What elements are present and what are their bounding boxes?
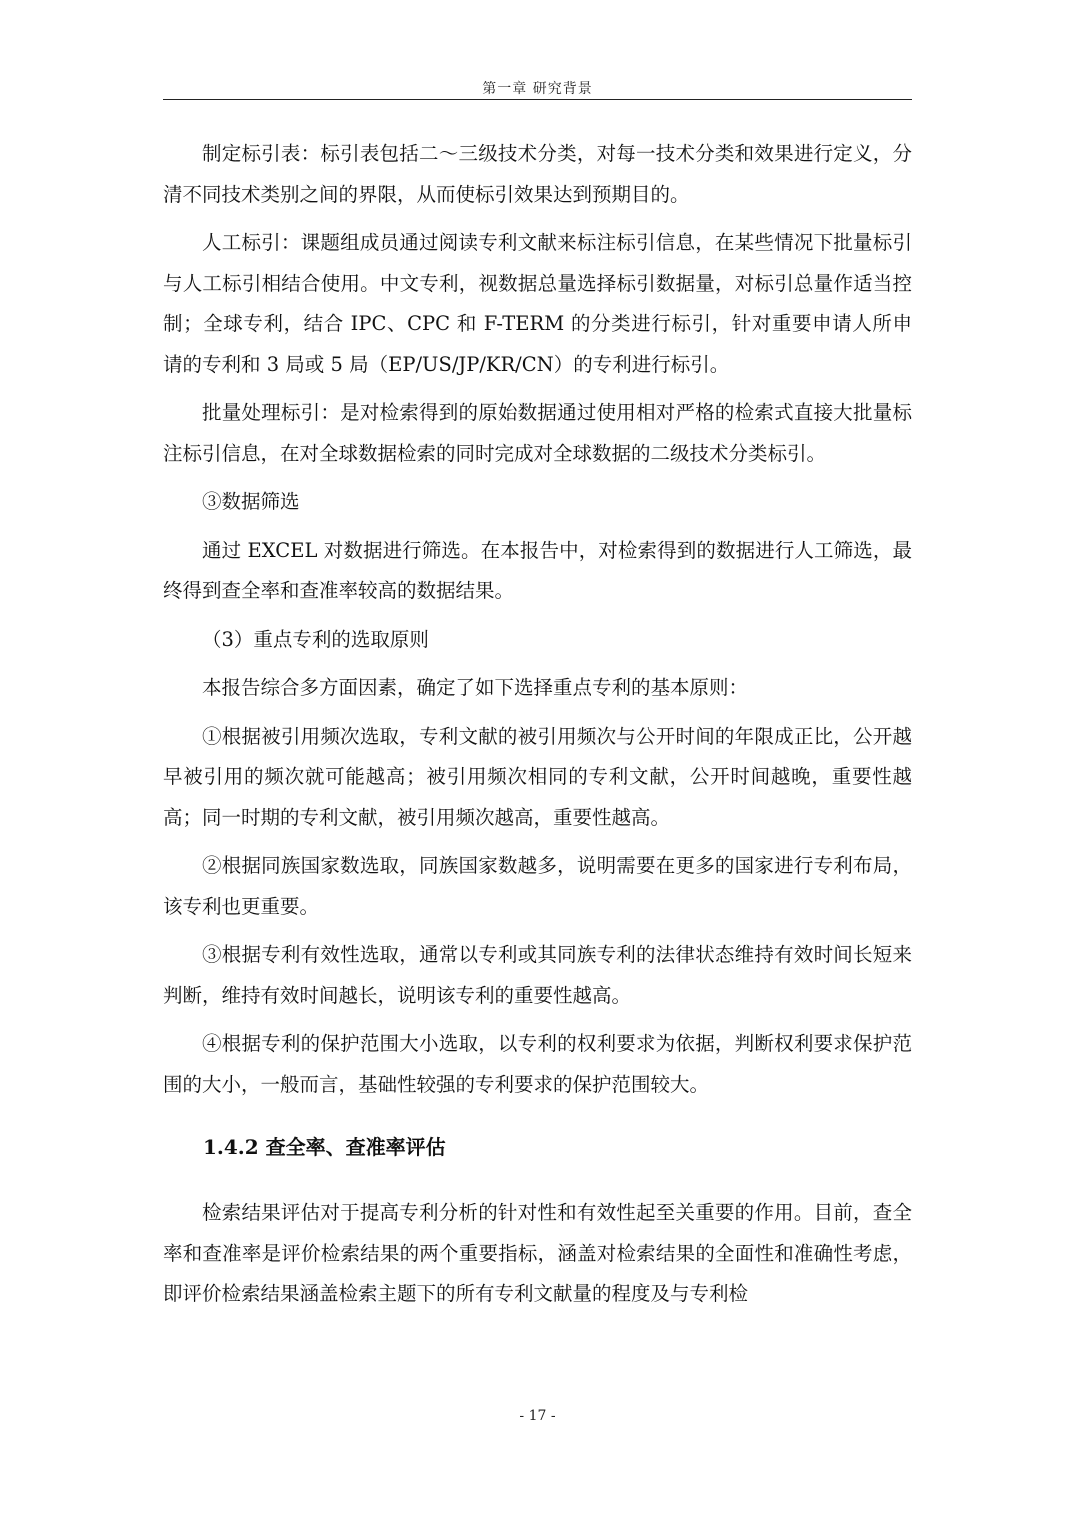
subheading-key-patent-principles: （3）重点专利的选取原则 [202, 627, 429, 651]
paragraph-batch-indexing: 批量处理标引：是对检索得到的原始数据通过使用相对严格的检索式直接大批量标注标引信息，在对全球数据检索的同时完成对全球数据的二级技术分类标引。 [163, 401, 912, 465]
paragraph-index-table: 制定标引表：标引表包括二～三级技术分类，对每一技术分类和效果进行定义，分清不同技术类别之间的界限，从而使标引效果达到预期目的。 [163, 142, 912, 206]
header-divider [163, 99, 912, 100]
paragraph-principles-intro: 本报告综合多方面因素，确定了如下选择重点专利的基本原则： [202, 676, 749, 699]
body-text [163, 134, 912, 1323]
section-heading: 1.4.2 查全率、查准率评估 [203, 1135, 446, 1159]
paragraph-principle-scope: ④根据专利的保护范围大小选取，以专利的权利要求为依据，判断权利要求保护范围的大小，一般而言，基础性较强的专利要求的保护范围较大。 [163, 1032, 912, 1096]
paragraph-evaluation: 检索结果评估对于提高专利分析的针对性和有效性起至关重要的作用。目前，查全率和查准率是评价检索结果的两个重要指标，涵盖对检索结果的全面性和准确性考虑，即评价检索结果涵盖检索主题下的所有专利文献量的程度及与专利检 [163, 1201, 912, 1305]
page-number: - 17 - [519, 1408, 556, 1424]
paragraph-principle-validity: ③根据专利有效性选取，通常以专利或其同族专利的法律状态维持有效时间长短来判断，维持有效时间越长，说明该专利的重要性越高。 [163, 943, 912, 1007]
paragraph-principle-family: ②根据同族国家数选取，同族国家数越多，说明需要在更多的国家进行专利布局，该专利也更重要。 [163, 854, 912, 918]
paragraph-excel-filtering: 通过 EXCEL 对数据进行筛选。在本报告中，对检索得到的数据进行人工筛选，最终得到查全率和查准率较高的数据结果。 [163, 538, 912, 602]
subheading-data-filtering: ③数据筛选 [202, 490, 300, 513]
running-header: 第一章 研究背景 [482, 81, 593, 97]
paragraph-principle-citation: ①根据被引用频次选取，专利文献的被引用频次与公开时间的年限成正比，公开越早被引用的频次就可能越高；被引用频次相同的专利文献，公开时间越晚，重要性越高；同一时期的专利文献，被引用频次越高，重要性越高。 [163, 724, 912, 829]
paragraph-manual-indexing: 人工标引：课题组成员通过阅读专利文献来标注标引信息，在某些情况下批量标引与人工标引相结合使用。中文专利，视数据总量选择标引数据量，对标引总量作适当控制；全球专利，结合 IPC、CPC 和 F-TERM 的分类进行标引，针对重要申请人所申请的专利和 3 局或 5 局（EP/US/JP/KR/CN）的专利进行标引。 [163, 231, 912, 376]
